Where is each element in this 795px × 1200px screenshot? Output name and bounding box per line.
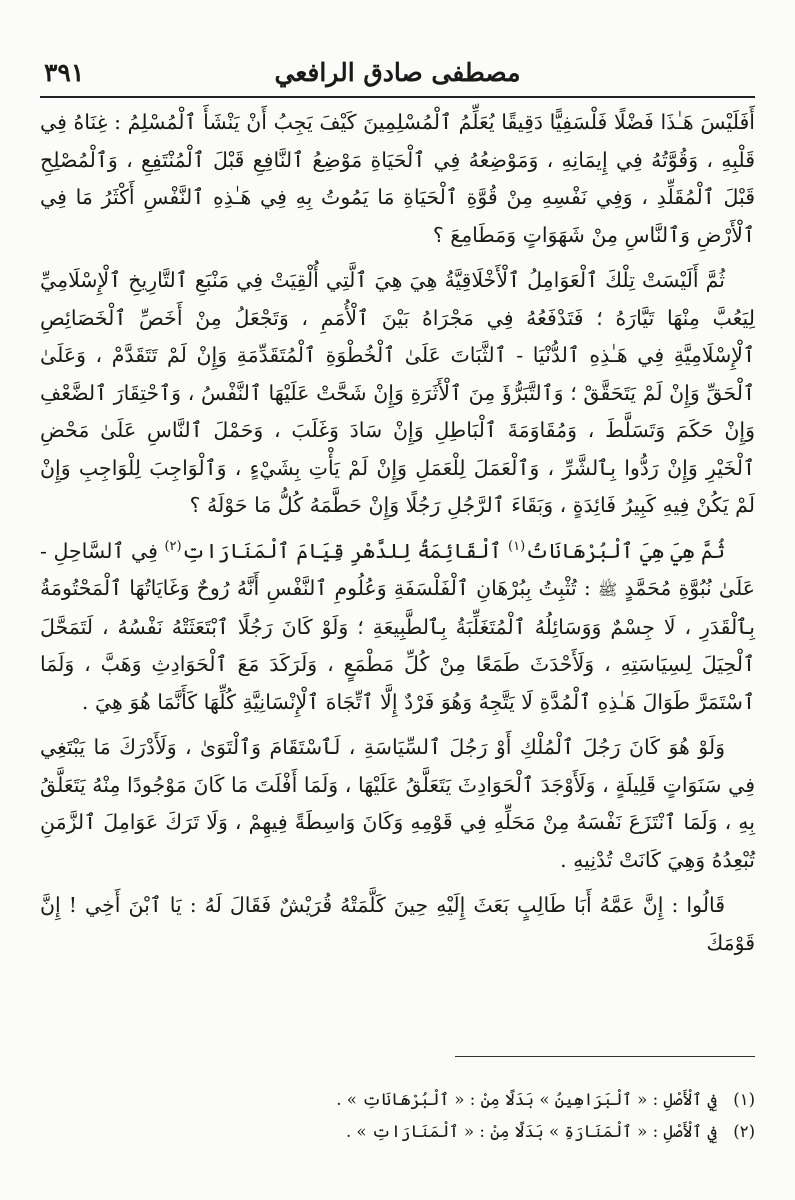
paragraph-3-part-b: ٱلْقَائِمَةُ لِلدَّهْرِ قِيَامَ ٱلْمَنَارَاتِ [181, 538, 502, 563]
footnote-ref-2[interactable]: (٢) [164, 538, 182, 554]
paragraph-4: وَلَوْ هُوَ كَانَ رَجُلَ ٱلْمُلْكِ أَوْ رَجُلَ ٱلسِّيَاسَةِ ، لَٱسْتَقَامَ وَٱلْتَوَىٰ ، وَلَأَدْرَكَ مَا يَبْتَغِي فِي سَنَوَاتٍ قَلِيلَةٍ ، وَلَأَوْجَدَ ٱلْحَوَادِثَ يَتَعَلَّقُ عَلَيْهَا ، وَلَمَا أَفْلَتَ مَا كَانَ مَوْجُودًا مِنْهُ يَتَعَلَّقُ بِهِ ، وَلَمَا ٱنْتَزَعَ نَفْسَهُ مِنْ مَحَلِّهِ فِي قَوْمِهِ وَكَانَ وَاسِطَةً فِيهِمْ ، وَلَا تَرَكَ عَوَامِلَ ٱلزَّمَنِ تُبْعِدُهُ وَهِيَ كَانَتْ تُدْنِيهِ . [40, 735, 755, 872]
page-number: ٣٩١ [44, 58, 85, 87]
footnote-2-text: فِي ٱلْأَصْلِ : « ٱلْمَنَارَةِ » بَدَلًا مِنْ : « ٱلْمَنَارَاتِ » . [345, 1122, 717, 1141]
paragraph-3 [40, 533, 755, 722]
header-divider [40, 96, 755, 98]
paragraph-1: أَفَلَيْسَ هَـٰذَا فَضْلًا فَلْسَفِيًّا دَقِيقًا يُعَلِّمُ ٱلْمُسْلِمِينَ كَيْفَ يَجِبُ أَنْ يَنْشَأَ ٱلْمُسْلِمُ : غِنَاهُ فِي قَلْبِهِ ، وَقُوَّتُهُ فِي إِيمَانِهِ ، وَمَوْضِعُهُ فِي ٱلْحَيَاةِ مَوْضِعُ ٱلنَّافِعِ قَبْلَ ٱلْمُنْتَفِعِ ، وَٱلْمُصْلِحِ قَبْلَ ٱلْمُقَلِّدِ ، وَفِي نَفْسِهِ مِنْ قُوَّةِ ٱلْحَيَاةِ مَا يَمُوتُ بِهِ فِي هَـٰذِهِ ٱلنَّفْسِ أَكْثَرُ مَا فِي ٱلْأَرْضِ وَٱلنَّاسِ مِنْ شَهَوَاتٍ وَمَطَامِعَ ؟ [40, 110, 755, 247]
running-title: مصطفى صادق الرافعي [274, 58, 521, 87]
footnote-divider [455, 1056, 755, 1057]
running-header [40, 52, 755, 96]
paragraph-3-part-c: فِي ٱلسَّاحِلِ - عَلَىٰ نُبُوَّةِ مُحَمَّدٍ [40, 538, 755, 600]
paragraph-5: قَالُوا : إِنَّ عَمَّهُ أَبَا طَالِبٍ بَعَثَ إِلَيْهِ حِينَ كَلَّمَتْهُ قُرَيْشٌ فَقَالَ لَهُ : يَا ٱبْنَ أَخِي ! إِنَّ قَوْمَكَ [40, 893, 755, 955]
footnote-1 [40, 1084, 755, 1116]
footnote-2-number: (٢) [733, 1122, 755, 1141]
footnote-2 [40, 1116, 755, 1148]
paragraph-3-part-a: ثُمَّ هِيَ هِيَ ٱلْبُرْهَانَاتُ [525, 538, 725, 563]
salutation-glyph: ﷺ [598, 580, 618, 599]
paragraph-2: ثُمَّ أَلَيْسَتْ تِلْكَ ٱلْعَوَامِلُ ٱلْأَخْلَاقِيَّةُ هِيَ هِيَ ٱلَّتِي أُلْقِيَتْ فِي مَنْبَعِ ٱلتَّارِيخِ ٱلْإِسْلَامِيِّ لِيَعُبَّ مِنْهَا تَيَّارَهُ ؛ فَتَدْفَعُهُ فِي مَجْرَاهُ بَيْنَ ٱلْأُمَمِ ، وَتَجْعَلُ مِنْ أَخَصِّ ٱلْخَصَائِصِ ٱلْإِسْلَامِيَّةِ فِي هَـٰذِهِ ٱلدُّنْيَا - ٱلثَّبَاتَ عَلَىٰ ٱلْخُطْوَةِ ٱلْمُتَقَدِّمَةِ وَإِنْ لَمْ تَتَقَدَّمْ ، وَعَلَىٰ ٱلْحَقِّ وَإِنْ لَمْ يَتَحَقَّقْ ؛ وَٱلتَّبَرُّؤَ مِنَ ٱلْأَثَرَةِ وَإِنْ شَحَّتْ عَلَيْهَا ٱلنَّفْسُ ، وَٱحْتِقَارَ ٱلضَّعْفِ وَإِنْ حَكَمَ وَتَسَلَّطَ ، وَمُقَاوَمَةَ ٱلْبَاطِلِ وَإِنْ سَادَ وَغَلَبَ ، وَحَمْلَ ٱلنَّاسِ عَلَىٰ مَحْضِ ٱلْخَيْرِ وَإِنْ رَدُّوا بِٱلشَّرِّ ، وَٱلْعَمَلَ لِلْعَمَلِ وَإِنْ لَمْ يَأْتِ بِشَيْءٍ ، وَٱلْوَاجِبَ لِلْوَاجِبِ وَإِنْ لَمْ يَكُنْ فِيهِ كَبِيرُ فَائِدَةٍ ، وَبَقَاءَ ٱلرَّجُلِ رَجُلًا وَإِنْ حَطَّمَهُ كُلُّ مَا حَوْلَهُ ؟ [40, 268, 755, 517]
footnote-1-number: (١) [733, 1090, 755, 1109]
paragraph-3-part-d: : تُثْبِتُ بِبُرْهَانِ ٱلْفَلْسَفَةِ وَعُلُومِ ٱلنَّفْسِ أَنَّهُ رُوحٌ وَغَايَاتُهَا ٱلْمَحْتُومَةُ بِٱلْقَدَرِ ، لَا جِسْمٌ وَوَسَائِلُهُ ٱلْمُتَغَلِّبَةُ بِٱلطَّبِيعَةِ ؛ وَلَوْ كَانَ رَجُلًا ٱبْتَعَثَتْهُ نَفْسُهُ ، لَتَمَحَّلَ ٱلْحِيَلَ لِسِيَاسَتِهِ ، وَلَأَحْدَثَ طَمَعًا مِنْ كُلِّ مَطْمَعٍ ، وَلَرَكَدَ مَعَ ٱلْحَوَادِثِ وَهَبَّ ، وَلَمَا ٱسْتَمَرَّ طَوَالَ هَـٰذِهِ ٱلْمُدَّةِ لَا يَتَّجِهُ وَهُوَ فَرْدٌ إِلَّا ٱتِّجَاهَ ٱلْإِنْسَانِيَّةِ كُلِّهَا كَأَنَّمَا هُوَ هِيَ . [40, 576, 755, 714]
body-text [40, 104, 755, 970]
footnote-ref-1[interactable]: (١) [508, 538, 526, 554]
footnotes [40, 1084, 755, 1148]
footnote-1-text: فِي ٱلْأَصْلِ : « ٱلْبَرَاهِينُ » بَدَلًا مِنْ : « ٱلْبُرْهَانَاتِ » . [336, 1090, 717, 1109]
